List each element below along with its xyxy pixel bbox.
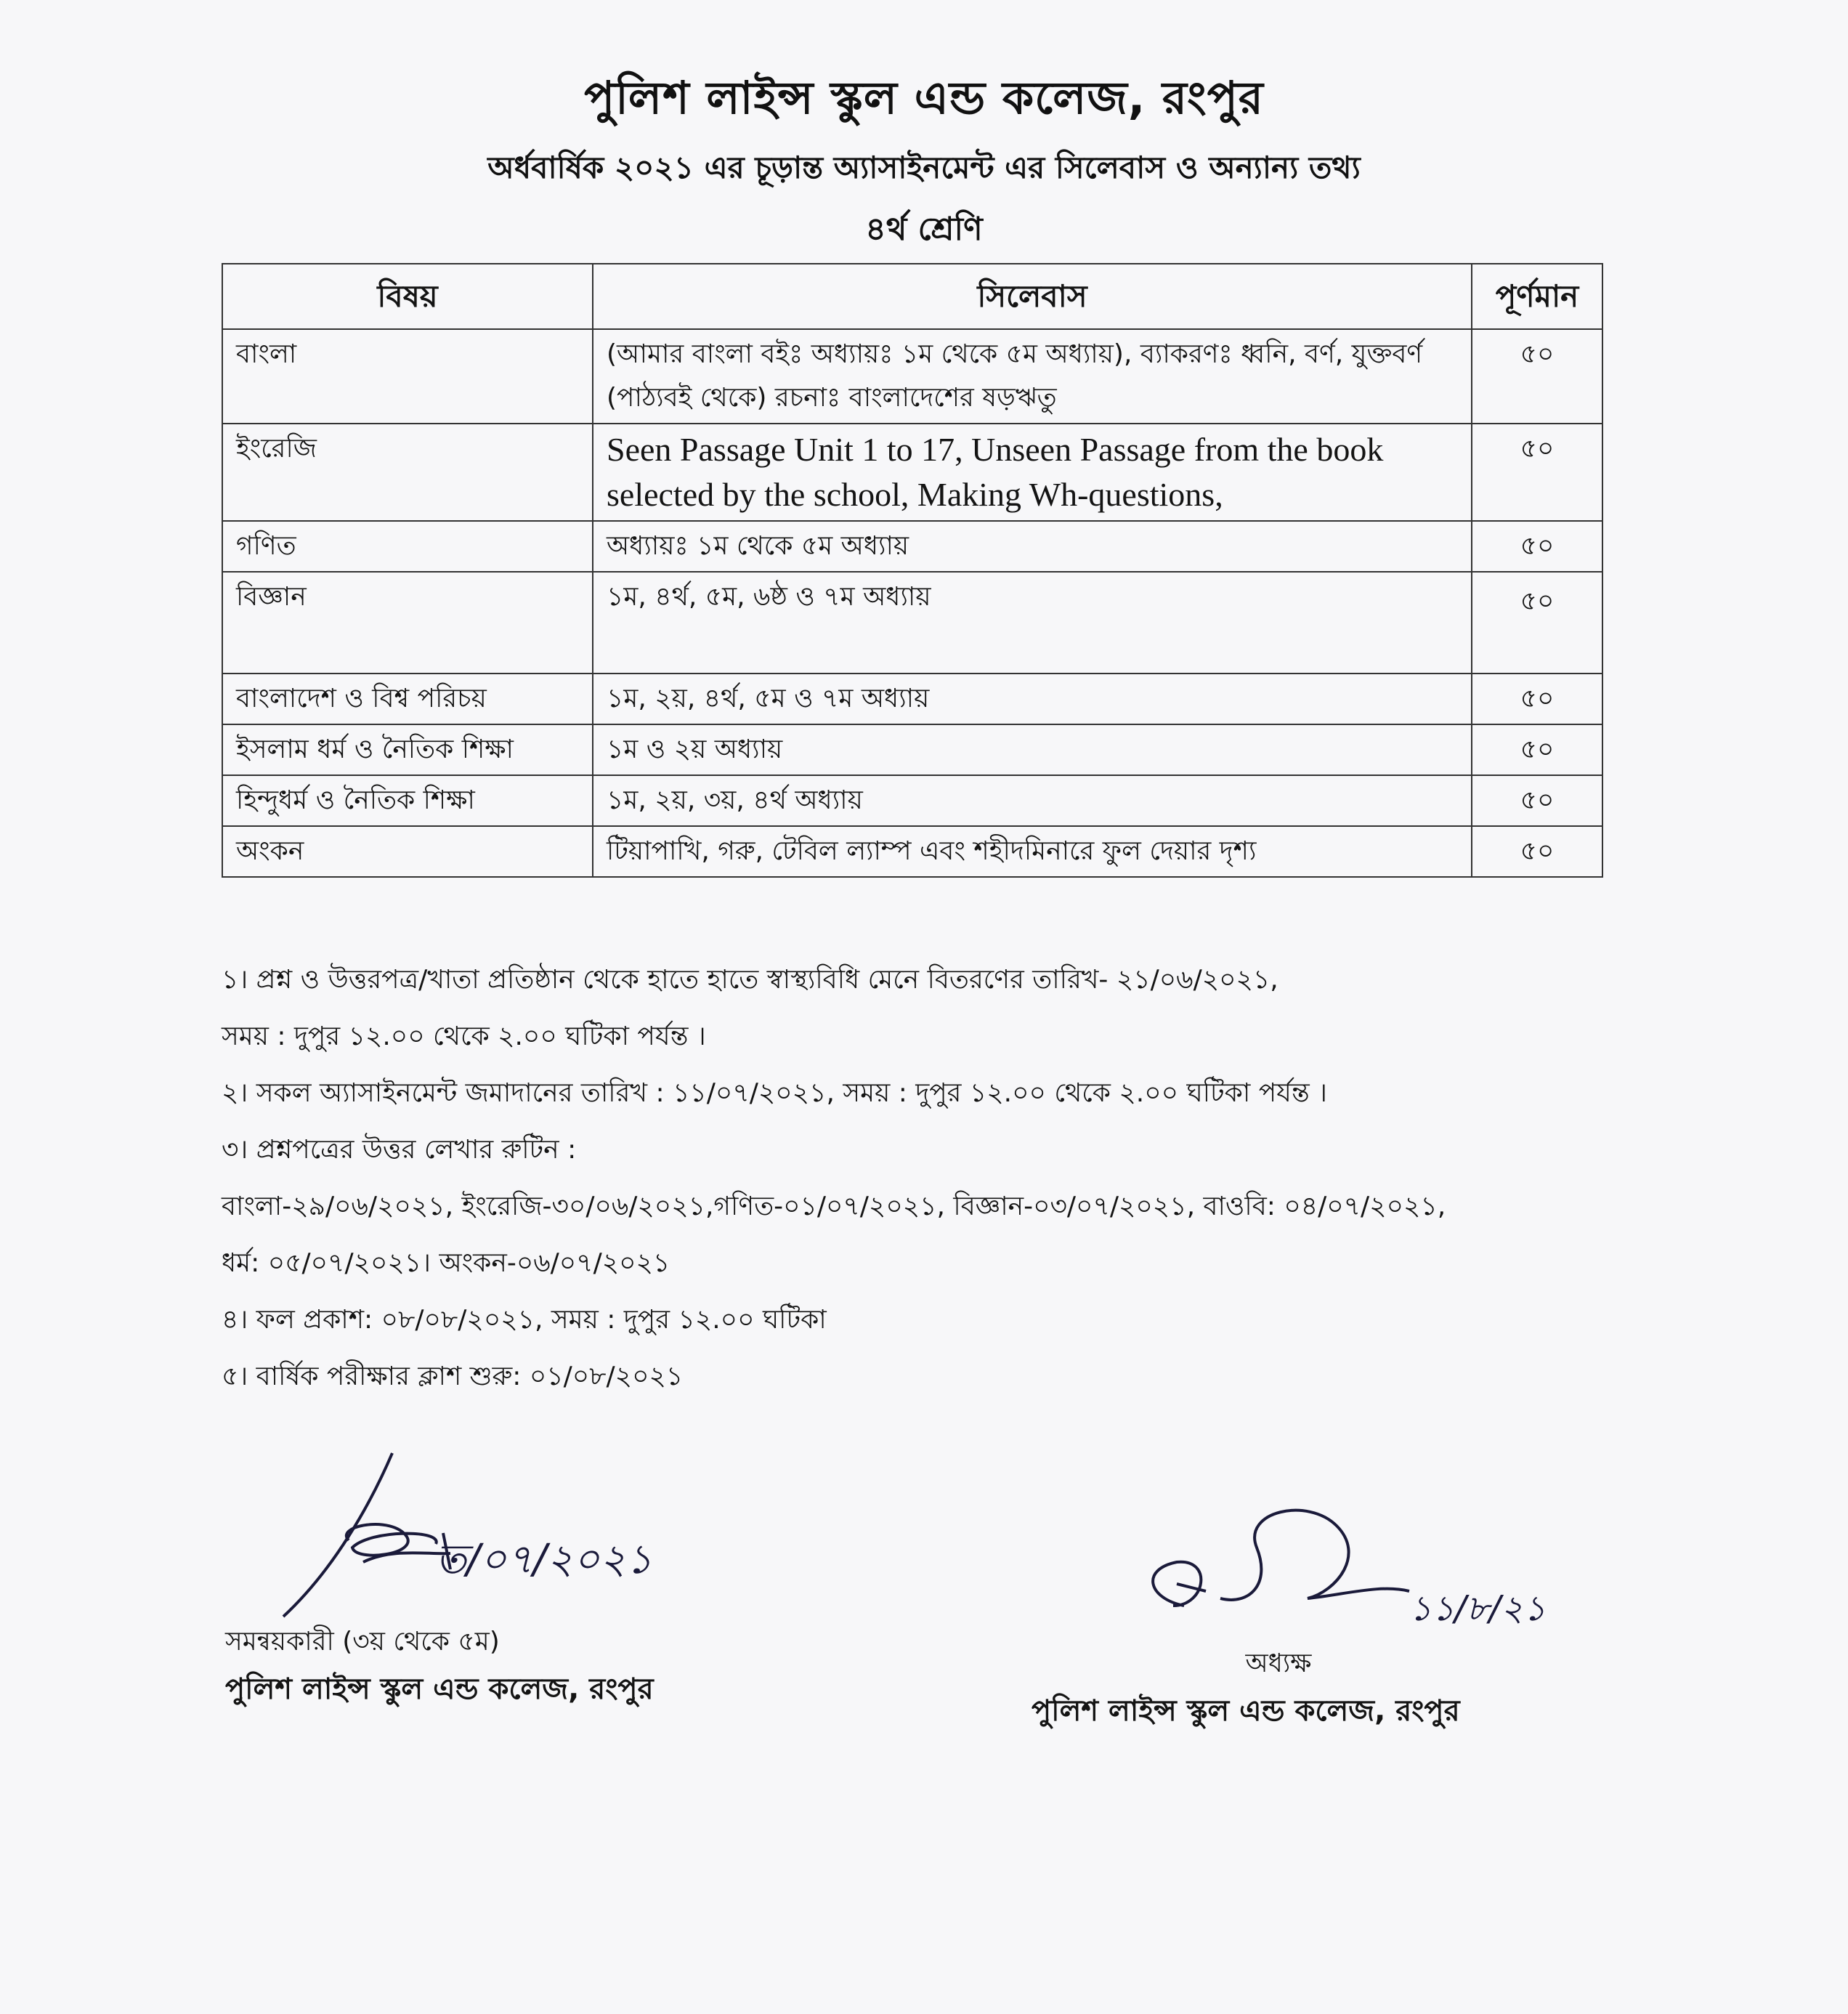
note-line: সময় : দুপুর ১২.০০ থেকে ২.০০ ঘটিকা পর্যন্ত । — [222, 1022, 706, 1051]
marks-cell: ৫০ — [1472, 826, 1602, 877]
marks-cell: ৫০ — [1472, 572, 1602, 674]
marks-cell: ৫০ — [1472, 329, 1602, 424]
principal-org: পুলিশ লাইন্স স্কুল এন্ড কলেজ, রংপুর — [1032, 1694, 1460, 1728]
table-row — [222, 424, 1602, 521]
marks-cell: ৫০ — [1472, 424, 1602, 521]
syllabus-table — [222, 263, 1603, 878]
marks-cell: ৫০ — [1472, 775, 1602, 826]
note-line: বাংলা-২৯/০৬/২০২১, ইংরেজি-৩০/০৬/২০২১,গণিত-০১/০৭/২০২১, বিজ্ঞান-০৩/০৭/২০২১, বাওবি: ০৪/০৭/২০২১, — [222, 1192, 1446, 1221]
syllabus-cell: ১ম, ২য়, ৪র্থ, ৫ম ও ৭ম অধ্যায় — [593, 674, 1472, 724]
class-label: ৪র্থ শ্রেণি — [865, 211, 983, 248]
coordinator-org: পুলিশ লাইন্স স্কুল এন্ড কলেজ, রংপুর — [225, 1673, 654, 1706]
note-line: ৩। প্রশ্নপত্রের উত্তর লেখার রুটিন : — [222, 1135, 577, 1165]
subject-cell: গণিত — [222, 521, 593, 572]
syllabus-cell: অধ্যায়ঃ ১ম থেকে ৫ম অধ্যায় — [593, 521, 1472, 572]
page-subtitle: অর্ধবার্ষিক ২০২১ এর চূড়ান্ত অ্যাসাইনমেন্ট এর সিলেবাস ও অন্যান্য তথ্য — [487, 150, 1361, 185]
note-line: ৫। বার্ষিক পরীক্ষার ক্লাশ শুরু: ০১/০৮/২০২১ — [222, 1362, 684, 1391]
table-row — [222, 572, 1602, 674]
header-marks: পূর্ণমান — [1472, 264, 1602, 329]
subject-cell: বাংলাদেশ ও বিশ্ব পরিচয় — [222, 674, 593, 724]
marks-cell: ৫০ — [1472, 521, 1602, 572]
table-row — [222, 329, 1602, 424]
table-row — [222, 521, 1602, 572]
subject-cell: হিন্দুধর্ম ও নৈতিক শিক্ষা — [222, 775, 593, 826]
subject-cell: ইসলাম ধর্ম ও নৈতিক শিক্ষা — [222, 724, 593, 775]
handwritten-signature-icon — [1032, 1497, 1671, 1642]
svg-text:ত/০৭/২০২১: ত/০৭/২০২১ — [436, 1536, 653, 1583]
principal-title: অধ্যক্ষ — [1245, 1649, 1312, 1678]
table-row — [222, 674, 1602, 724]
header-subject: বিষয় — [222, 264, 593, 329]
table-row — [222, 826, 1602, 877]
notes-section — [222, 952, 1711, 1405]
syllabus-cell: Seen Passage Unit 1 to 17, Unseen Passage from the book selected by the school, Making Wh-questions, — [593, 424, 1472, 521]
coordinator-signature-block — [225, 1446, 879, 1715]
syllabus-cell: ১ম, ২য়, ৩য়, ৪র্থ অধ্যায় — [593, 775, 1472, 826]
table-row — [222, 775, 1602, 826]
note-line: ধর্ম: ০৫/০৭/২০২১। অংকন-০৬/০৭/২০২১ — [222, 1248, 670, 1278]
table-row — [222, 724, 1602, 775]
principal-signature-block — [1032, 1497, 1685, 1736]
header-syllabus: সিলেবাস — [593, 264, 1472, 329]
syllabus-cell: টিয়াপাখি, গরু, টেবিল ল্যাম্প এবং শহীদমিনারে ফুল দেয়ার দৃশ্য — [593, 826, 1472, 877]
subject-cell: অংকন — [222, 826, 593, 877]
note-line: ২। সকল অ্যাসাইনমেন্ট জমাদানের তারিখ : ১১/০৭/২০২১, সময় : দুপুর ১২.০০ থেকে ২.০০ ঘটিকা পর্যন্ত । — [222, 1078, 1328, 1108]
subject-cell: বিজ্ঞান — [222, 572, 593, 674]
handwritten-signature-icon — [225, 1446, 864, 1620]
table-header-row — [222, 264, 1602, 329]
syllabus-cell: ১ম, ৪র্থ, ৫ম, ৬ষ্ঠ ও ৭ম অধ্যায় — [593, 572, 1472, 674]
svg-text:১১/৮/২১: ১১/৮/২১ — [1409, 1588, 1547, 1629]
syllabus-cell: ১ম ও ২য় অধ্যায় — [593, 724, 1472, 775]
subject-cell: বাংলা — [222, 329, 593, 424]
marks-cell: ৫০ — [1472, 674, 1602, 724]
subject-cell: ইংরেজি — [222, 424, 593, 521]
coordinator-title: সমন্বয়কারী (৩য় থেকে ৫ম) — [225, 1627, 500, 1657]
note-line: ১। প্রশ্ন ও উত্তরপত্র/খাতা প্রতিষ্ঠান থেকে হাতে হাতে স্বাস্থ্যবিধি মেনে বিতরণের তারিখ- ২১/০৬/২০২১, — [222, 965, 1278, 995]
page-title: পুলিশ লাইন্স স্কুল এন্ড কলেজ, রংপুর — [584, 71, 1264, 124]
note-line: ৪। ফল প্রকাশ: ০৮/০৮/২০২১, সময় : দুপুর ১২.০০ ঘটিকা — [222, 1305, 827, 1335]
coordinator-signature — [225, 1446, 864, 1620]
principal-signature — [1032, 1497, 1671, 1642]
syllabus-cell: (আমার বাংলা বইঃ অধ্যায়ঃ ১ম থেকে ৫ম অধ্যায়), ব্যাকরণঃ ধ্বনি, বর্ণ, যুক্তবর্ণ (পাঠ্যবই থেকে) রচনাঃ বাংলাদেশের ষড়ঋতু — [593, 329, 1472, 424]
marks-cell: ৫০ — [1472, 724, 1602, 775]
